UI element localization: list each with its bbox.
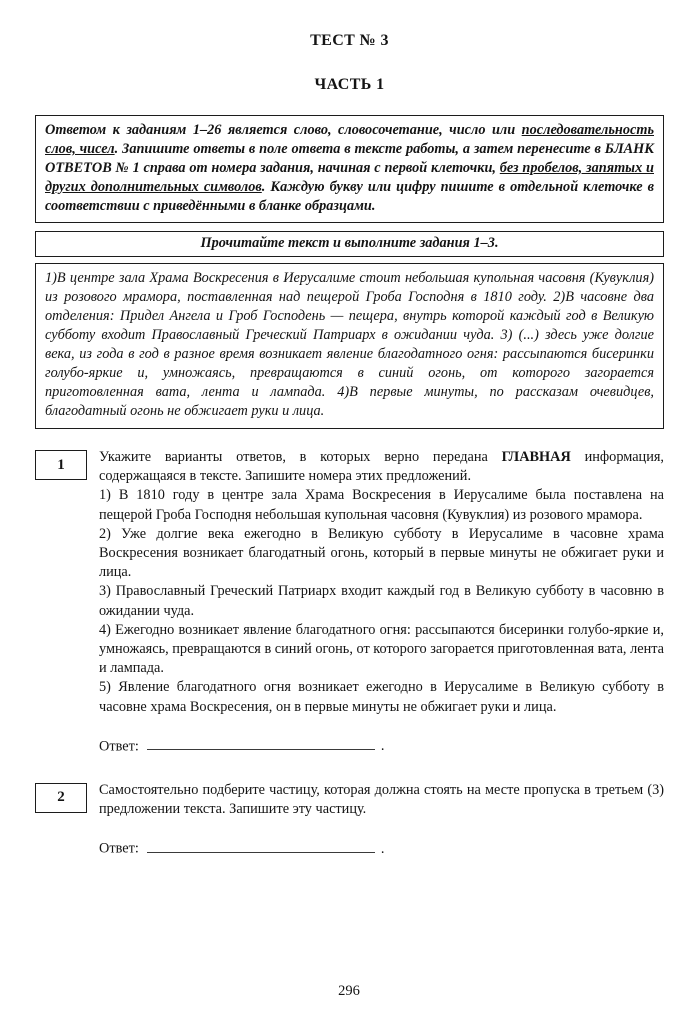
task-1-body: [99, 448, 664, 757]
instructions-underlined-segment: последовательность слов, чисел: [45, 122, 654, 157]
task-1-answer-label: Ответ:: [99, 738, 139, 755]
part-title: ЧАСТЬ 1: [314, 76, 385, 93]
task-1-option-3: 3) Православный Греческий Патриарх входит каждый год в Великую субботу в часовню в ожидании чуда.: [99, 583, 664, 619]
task-1-intro-segment: Укажите варианты ответов, в которых верно передана: [99, 449, 502, 465]
task-1-intro-segment: информация, содержащаяся в тексте. Запишите номера этих предложений.: [99, 449, 664, 485]
task-2-answer-period: .: [380, 840, 385, 857]
page-number: 296: [338, 983, 360, 999]
reading-text: 1)В центре зала Храма Воскресения в Иерусалиме стоит небольшая купольная часовня (Кувуклия) из розового мрамора, поставленная над пещерой Гроба Господня в 1810 году. 2)В часовне два отделения: Придел Ангела и Гроб Господень — пещера, внутрь которой каждый год в Великую субботу входит Православный Греческий Патриарх в ожидании чуда. 3) (...) здесь уже долгие века, из года в год в разное время возникает явление благодатного огня: рассыпаются бисеринки голубо-яркие и, умножаясь, превращаются в синий огонь, от которого загорается приготовленная вата, лента и лампада. 4)В первые минуты, по рассказам очевидцев, благодатный огонь не обжигает руки и лица.: [45, 270, 654, 419]
task-2-answer-blank: [147, 838, 375, 853]
instructions-box: [35, 115, 664, 223]
task-1-option-4: 4) Ежегодно возникает явление благодатного огня: рассыпаются бисеринки голубо-яркие и, умножаясь, превращаются в синий огонь, от которого загорается приготовленная вата, лента и лампада.: [99, 621, 664, 677]
task-1: [35, 448, 664, 757]
instructions-segment: Ответом к заданиям 1–26 является слово, словосочетание, число или: [45, 122, 522, 138]
instructions-underlined-segment: без пробелов, запятых и других дополнительных символов: [45, 160, 654, 195]
task-1-option-5: 5) Явление благодатного огня возникает ежегодно в Иерусалиме в Великую субботу в часовне храма Воскресения, он в первые минуты не обжигает руки и лица.: [99, 679, 664, 715]
task-2-answer-label: Ответ:: [99, 840, 139, 857]
test-title: ТЕСТ № 3: [310, 32, 389, 49]
task-1-option-1: 1) В 1810 году в центре зала Храма Воскресения в Иерусалиме была поставлена на пещерой Гроба Господня небольшая купольная часовня (Кувуклия) из розового мрамора.: [99, 487, 664, 523]
task-1-option-2: 2) Уже долгие века ежегодно в Великую субботу в Иерусалиме в часовне храма Воскресения возникает благодатный огонь, который в первые минуты не обжигает руки и лица.: [99, 525, 664, 581]
task-1-intro-bold: ГЛАВНАЯ: [501, 449, 571, 465]
task-2-number-box: 2: [35, 783, 87, 813]
task-2: [35, 781, 664, 859]
task-1-intro: [99, 448, 664, 486]
read-prompt-box: [35, 231, 664, 257]
reading-text-box: [35, 263, 664, 429]
task-2-text: Самостоятельно подберите частицу, которая должна стоять на месте пропуска в третьем (3) предложении текста. Запишите эту частицу.: [99, 781, 664, 817]
task-1-answer-period: .: [380, 738, 385, 755]
task-2-answer-row: [99, 838, 664, 859]
read-prompt-text: Прочитайте текст и выполните задания 1–3.: [200, 235, 499, 251]
task-1-answer-blank: [147, 736, 375, 751]
task-1-number-box: 1: [35, 450, 87, 480]
task-2-body: [99, 781, 664, 859]
instructions-segment: . Запишите ответы в поле ответа в тексте работы, а затем перенесите в БЛАНК ОТВЕТОВ № 1 справа от номера задания, начиная с первой клеточки,: [45, 141, 654, 176]
task-1-answer-row: [99, 736, 664, 757]
instructions-segment: . Каждую букву или цифру пишите в отдельной клеточке в соответствии с приведёнными в бланке образцами.: [45, 179, 654, 214]
